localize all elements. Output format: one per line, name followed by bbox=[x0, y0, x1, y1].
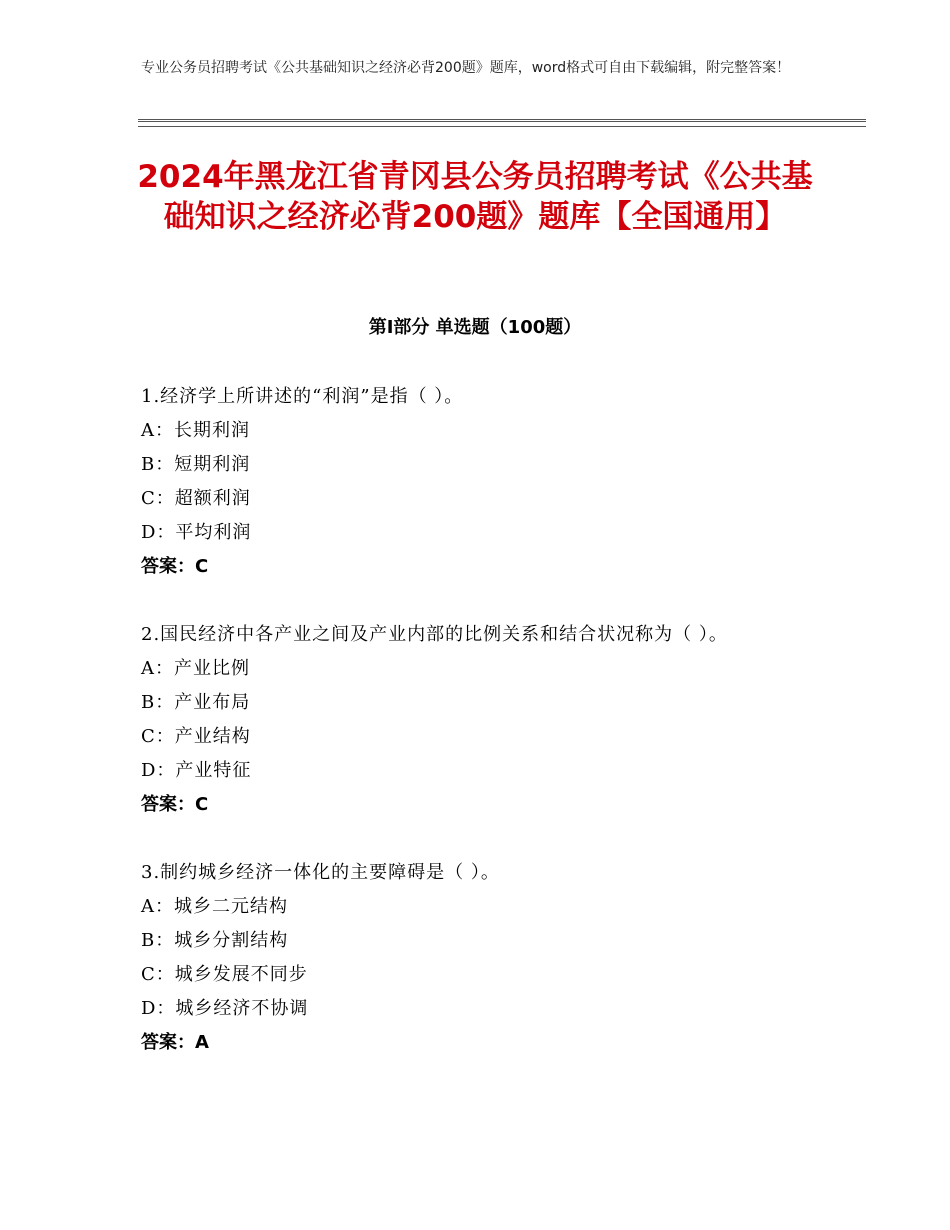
option-a: A：城乡二元结构 bbox=[141, 896, 288, 917]
header-double-rule bbox=[138, 119, 866, 122]
option-c: C：产业结构 bbox=[141, 726, 251, 747]
question-1 bbox=[141, 380, 821, 584]
question-spacer bbox=[141, 584, 821, 618]
answer: 答案：C bbox=[141, 556, 209, 577]
question-spacer bbox=[141, 822, 821, 856]
question-stem: 3.制约城乡经济一体化的主要障碍是（ ）。 bbox=[141, 862, 500, 883]
header-note: 专业公务员招聘考试《公共基础知识之经济必背200题》题库，word格式可自由下载编辑，附完整答案！ bbox=[141, 60, 791, 76]
option-d: D：城乡经济不协调 bbox=[141, 998, 309, 1019]
section-heading: 第Ⅰ部分 单选题（100题） bbox=[368, 317, 582, 338]
question-stem: 2.国民经济中各产业之间及产业内部的比例关系和结合状况称为（ ）。 bbox=[141, 624, 728, 645]
option-a: A：长期利润 bbox=[141, 420, 250, 441]
option-b: B：短期利润 bbox=[141, 454, 251, 475]
option-c: C：城乡发展不同步 bbox=[141, 964, 308, 985]
header-thin-rule bbox=[138, 126, 866, 127]
question-list bbox=[141, 380, 821, 1060]
option-b: B：产业布局 bbox=[141, 692, 251, 713]
option-d: D：产业特征 bbox=[141, 760, 252, 781]
option-a: A：产业比例 bbox=[141, 658, 250, 679]
option-c: C：超额利润 bbox=[141, 488, 251, 509]
answer: 答案：A bbox=[141, 1032, 209, 1053]
option-d: D：平均利润 bbox=[141, 522, 252, 543]
option-b: B：城乡分割结构 bbox=[141, 930, 289, 951]
question-2 bbox=[141, 618, 821, 822]
document-title: 2024年黑龙江省青冈县公务员招聘考试《公共基础知识之经济必背200题》题库【全国通用】 bbox=[137, 159, 813, 235]
question-stem: 1.经济学上所讲述的“利润”是指（ ）。 bbox=[141, 386, 464, 407]
question-3 bbox=[141, 856, 821, 1060]
answer: 答案：C bbox=[141, 794, 209, 815]
